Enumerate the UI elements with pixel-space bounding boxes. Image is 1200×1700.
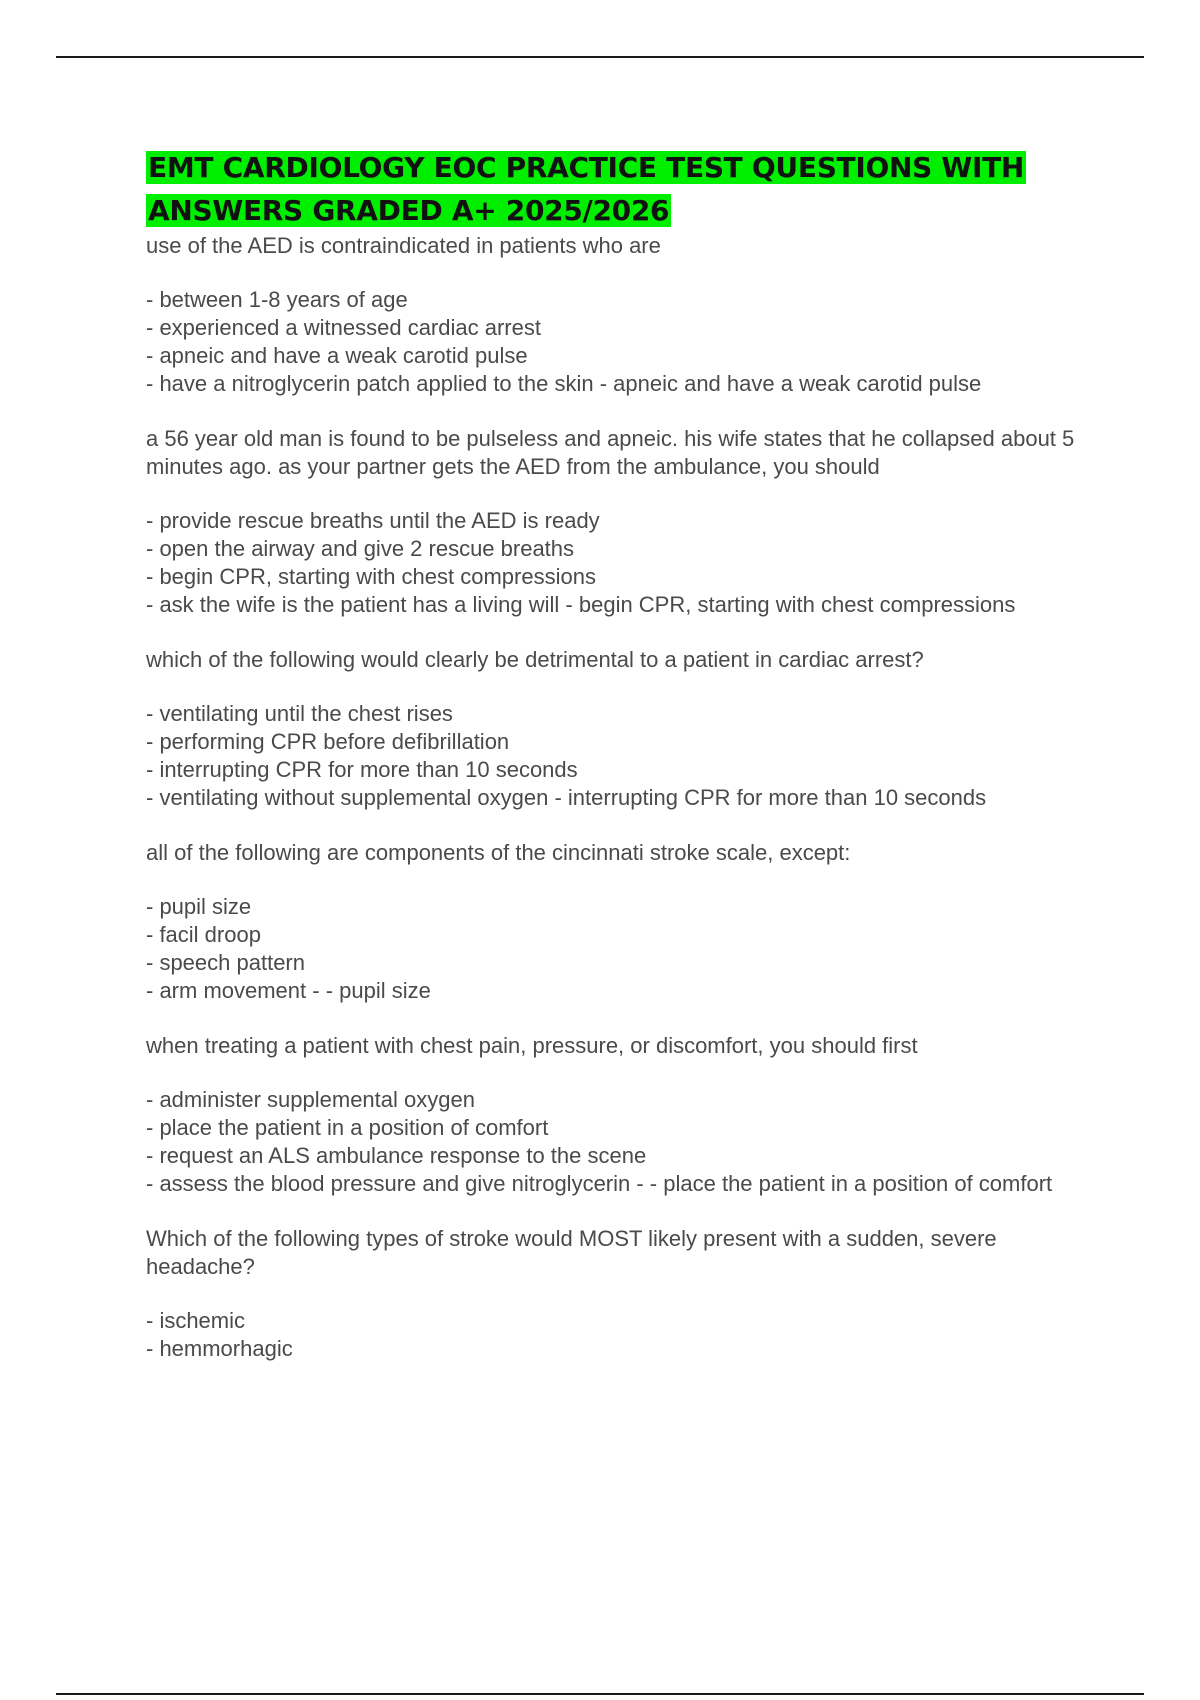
answer-option: - arm movement - - pupil size (146, 978, 431, 1003)
answer-option: - provide rescue breaths until the AED is ready (146, 508, 600, 533)
answer-option: - performing CPR before defibrillation (146, 729, 510, 754)
answer-option: - ask the wife is the patient has a living will - begin CPR, starting with chest compressions (146, 592, 1016, 617)
top-rule (56, 56, 1144, 58)
title-highlight: EMT CARDIOLOGY EOC PRACTICE TEST QUESTIONS WITH ANSWERS GRADED A+ 2025/2026 (148, 151, 1025, 227)
question-text: a 56 year old man is found to be pulseless and apneic. his wife states that he collapsed about 5 minutes ago. as your partner gets the AED from the ambulance, you should (146, 426, 1075, 479)
question-text: which of the following would clearly be detrimental to a patient in cardiac arrest? (146, 647, 924, 672)
answer-option: - ischemic (146, 1308, 246, 1333)
answer-option: - experienced a witnessed cardiac arrest (146, 315, 541, 340)
answer-option: - open the airway and give 2 rescue breaths (146, 536, 575, 561)
answer-option: - facil droop (146, 922, 261, 947)
answer-option: - have a nitroglycerin patch applied to the skin - apneic and have a weak carotid pulse (146, 371, 982, 396)
answer-option: - begin CPR, starting with chest compressions (146, 564, 596, 589)
question-block-1 (146, 232, 1090, 398)
question-text: use of the AED is contraindicated in patients who are (146, 233, 661, 258)
answer-option: - assess the blood pressure and give nitroglycerin - - place the patient in a position of comfort (146, 1171, 1053, 1196)
answer-option: - pupil size (146, 894, 252, 919)
answer-option: - ventilating without supplemental oxygen - interrupting CPR for more than 10 seconds (146, 785, 987, 810)
bottom-rule (56, 1693, 1144, 1695)
question-text: all of the following are components of the cincinnati stroke scale, except: (146, 840, 851, 865)
answer-option: - interrupting CPR for more than 10 seconds (146, 757, 578, 782)
question-block-2 (146, 425, 1090, 619)
document-title (146, 146, 1090, 232)
question-block-3 (146, 646, 1090, 812)
answer-option: - hemmorhagic (146, 1336, 293, 1361)
question-block-5 (146, 1032, 1090, 1198)
question-text: when treating a patient with chest pain, pressure, or discomfort, you should first (146, 1033, 918, 1058)
question-text: Which of the following types of stroke would MOST likely present with a sudden, severe headache? (146, 1226, 997, 1279)
answer-option: - place the patient in a position of comfort (146, 1115, 549, 1140)
document-body (146, 146, 1090, 1390)
question-block-6 (146, 1225, 1090, 1363)
question-block-4 (146, 839, 1090, 1005)
answer-option: - ventilating until the chest rises (146, 701, 453, 726)
answer-option: - speech pattern (146, 950, 305, 975)
answer-option: - apneic and have a weak carotid pulse (146, 343, 528, 368)
answer-option: - between 1-8 years of age (146, 287, 408, 312)
answer-option: - request an ALS ambulance response to the scene (146, 1143, 647, 1168)
answer-option: - administer supplemental oxygen (146, 1087, 475, 1112)
